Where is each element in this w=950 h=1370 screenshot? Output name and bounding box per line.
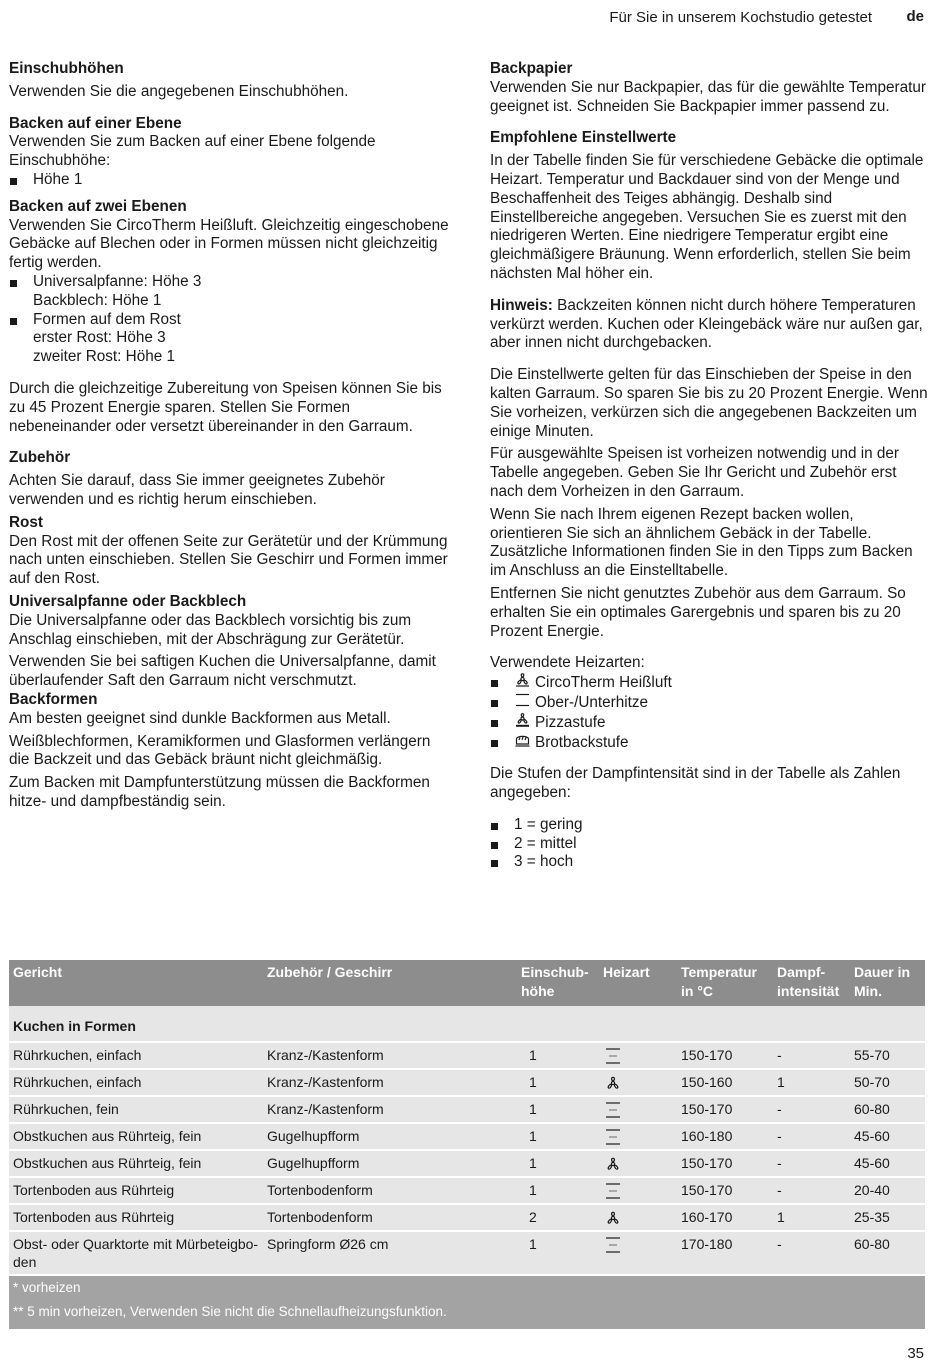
bullet-list bbox=[9, 273, 455, 367]
heizart-label: Pizzastufe bbox=[535, 713, 606, 731]
brotbackstufe-icon bbox=[514, 733, 531, 753]
list-item-text: erster Rost: Höhe 3 bbox=[33, 329, 166, 347]
list-item bbox=[9, 273, 455, 311]
list-item bbox=[9, 311, 455, 367]
einstellwerte-table bbox=[9, 960, 925, 1329]
list-item bbox=[490, 673, 930, 693]
paragraph: Die Universalpfanne oder das Backblech vorsichtig bis zum Anschlag einschieben, mit der Abschrägung zur Gerätetür. bbox=[9, 611, 412, 648]
list-item-text: Universalpfanne: Höhe 3 bbox=[33, 272, 202, 290]
paragraph: Entfernen Sie nicht genutztes Zubehör aus dem Garraum. So erhalten Sie ein optimales Garergebnis und sparen bis zu 20 Prozent Energie. bbox=[490, 584, 906, 640]
paragraph: Achten Sie darauf, dass Sie immer geeignetes Zubehör verwenden und es richtig herum einschieben. bbox=[9, 472, 385, 508]
footnote: ** 5 min vorheizen, Verwenden Sie nicht die Schnellaufheizungsfunktion. bbox=[9, 1300, 925, 1329]
dampfstufen-list bbox=[490, 816, 930, 872]
cell-temperatur: 150-170 bbox=[677, 1042, 773, 1069]
cell-dampfintensitaet: - bbox=[773, 1150, 850, 1177]
cell-einschubhoehe: 1 bbox=[517, 1231, 599, 1275]
cell-zubehoer: Gugelhupfform bbox=[263, 1123, 517, 1150]
ober-unterhitze-icon bbox=[603, 1128, 673, 1146]
list-item-text: 1 = gering bbox=[514, 815, 583, 833]
cell-heizart bbox=[599, 1069, 677, 1096]
heading-eine-ebene: Backen auf einer Ebene bbox=[9, 114, 182, 132]
cell-einschubhoehe: 1 bbox=[517, 1177, 599, 1204]
ober-unterhitze-icon bbox=[603, 1182, 673, 1200]
heading-rost: Rost bbox=[9, 513, 43, 531]
circotherm-icon bbox=[603, 1155, 673, 1173]
heading-backformen: Backformen bbox=[9, 690, 98, 708]
circotherm-icon bbox=[603, 1209, 673, 1227]
heading-backpapier: Backpapier bbox=[490, 60, 573, 77]
cell-dampfintensitaet: - bbox=[773, 1177, 850, 1204]
column-header-dauer: Dauer in Min. bbox=[850, 960, 925, 1006]
column-header-einschubhoehe: Einschub- höhe bbox=[517, 960, 599, 1006]
heading-zwei-ebenen: Backen auf zwei Ebenen bbox=[9, 197, 187, 215]
cell-dauer: 55-70 bbox=[850, 1042, 925, 1069]
table-row bbox=[9, 1204, 925, 1231]
table-row bbox=[9, 1150, 925, 1177]
cell-dampfintensitaet: - bbox=[773, 1096, 850, 1123]
paragraph: Weißblechformen, Keramikformen und Glasformen verlängern die Backzeit und das Gebäck bräunt nicht gleichmäßig. bbox=[9, 732, 431, 769]
paragraph: Die Einstellwerte gelten für das Einschieben der Speise in den kalten Garraum. So sparen Sie bis zu 20 Prozent Energie. Wenn Sie vorheizen, verkürzen sich die angegebenen Backzeiten um einige Minuten. bbox=[490, 366, 928, 440]
paragraph: Durch die gleichzeitige Zubereitung von Speisen können Sie bis zu 45 Prozent Energie sparen. Stellen Sie Formen nebeneinander oder versetzt übereinander in den Garraum. bbox=[9, 379, 442, 435]
cell-temperatur: 150-170 bbox=[677, 1177, 773, 1204]
list-item-text: Backblech: Höhe 1 bbox=[33, 291, 162, 309]
cell-dauer: 25-35 bbox=[850, 1204, 925, 1231]
heading-zubehoer: Zubehör bbox=[9, 449, 71, 467]
list-item bbox=[490, 853, 930, 872]
cell-dauer: 45-60 bbox=[850, 1123, 925, 1150]
cell-dauer: 60-80 bbox=[850, 1231, 925, 1275]
cell-zubehoer: Kranz-/Kastenform bbox=[263, 1069, 517, 1096]
footnote-row bbox=[9, 1275, 925, 1300]
cell-einschubhoehe: 1 bbox=[517, 1150, 599, 1177]
heading-universalpfanne: Universalpfanne oder Backblech bbox=[9, 592, 247, 610]
bullet-list bbox=[9, 171, 455, 190]
cell-gericht: Rührkuchen, einfach bbox=[9, 1042, 263, 1069]
cell-dampfintensitaet: 1 bbox=[773, 1204, 850, 1231]
cell-dauer: 60-80 bbox=[850, 1096, 925, 1123]
circotherm-icon bbox=[514, 673, 531, 693]
page-header bbox=[0, 0, 950, 34]
cell-gericht: Rührkuchen, einfach bbox=[9, 1069, 263, 1096]
cell-einschubhoehe: 1 bbox=[517, 1042, 599, 1069]
cell-gericht: Obstkuchen aus Rührteig, fein bbox=[9, 1123, 263, 1150]
cell-dampfintensitaet: 1 bbox=[773, 1069, 850, 1096]
cell-gericht: Obstkuchen aus Rührteig, fein bbox=[9, 1150, 263, 1177]
cell-heizart bbox=[599, 1042, 677, 1069]
ober-unterhitze-icon bbox=[514, 693, 531, 713]
cell-heizart bbox=[599, 1231, 677, 1275]
footnote: * vorheizen bbox=[9, 1275, 925, 1300]
table-row bbox=[9, 1069, 925, 1096]
paragraph: Verwenden Sie zum Backen auf einer Ebene folgende Einschubhöhe: bbox=[9, 133, 376, 170]
heizart-label: Ober-/Unterhitze bbox=[535, 693, 649, 711]
cell-heizart bbox=[599, 1123, 677, 1150]
section-title: Kuchen in Formen bbox=[9, 1006, 925, 1042]
list-item bbox=[490, 713, 930, 733]
cell-dauer: 20-40 bbox=[850, 1177, 925, 1204]
paragraph: Verwenden Sie CircoTherm Heißluft. Gleichzeitig eingeschobene Gebäcke auf Blechen oder in Formen müssen nicht gleichzeitig fertig werden. bbox=[9, 216, 449, 272]
heizart-label: CircoTherm Heißluft bbox=[535, 674, 672, 692]
cell-einschubhoehe: 1 bbox=[517, 1123, 599, 1150]
paragraph: Den Rost mit der offenen Seite zur Gerätetür und der Krümmung nach unten einschieben. Stellen Sie Geschirr und Formen immer auf den Rost. bbox=[9, 532, 448, 588]
paragraph: In der Tabelle finden Sie für verschiedene Gebäcke die optimale Heizart. Temperatur und Backdauer sind von der Menge und Beschaffenheit des Teiges abhängig. Deshalb sind Einstellbereiche angegeben. Versuchen Sie es zuerst mit den niedrigeren Werten. Eine niedrigere Temperatur ergibt eine gleichmäßigere Bräunung. Wenn erforderlich, stellen Sie beim nächsten Mal höher ein. bbox=[490, 152, 924, 282]
paragraph: Verwenden Sie die angegebenen Einschubhöhen. bbox=[9, 82, 349, 100]
table-row bbox=[9, 1123, 925, 1150]
cell-heizart bbox=[599, 1096, 677, 1123]
paragraph: Für ausgewählte Speisen ist vorheizen notwendig und in der Tabelle angegeben. Geben Sie Ihr Gericht und Zubehör erst nach dem Vorheizen in den Garraum. bbox=[490, 445, 900, 500]
cell-dampfintensitaet: - bbox=[773, 1231, 850, 1275]
paragraph: Wenn Sie nach Ihrem eigenen Rezept backen wollen, orientieren Sie sich an ähnlichem Gebäck in der Tabelle. Zusätzliche Informationen finden Sie in den Tipps zum Backen im Anschluss an die Einstelltabelle. bbox=[490, 505, 913, 580]
paragraph: Am besten geeignet sind dunkle Backformen aus Metall. bbox=[9, 709, 391, 727]
heading-einschubhoehen: Einschubhöhen bbox=[9, 60, 124, 77]
cell-temperatur: 150-170 bbox=[677, 1096, 773, 1123]
hinweis-text: Backzeiten können nicht durch höhere Temperaturen verkürzt werden. Kuchen oder Kleingebäck wäre nur außen gar, aber innen nicht durchgebacken. bbox=[490, 296, 923, 352]
heading-empfohlene-einstellwerte: Empfohlene Einstellwerte bbox=[490, 129, 677, 147]
cell-zubehoer: Kranz-/Kastenform bbox=[263, 1096, 517, 1123]
cell-einschubhoehe: 1 bbox=[517, 1096, 599, 1123]
cell-temperatur: 150-170 bbox=[677, 1150, 773, 1177]
cell-heizart bbox=[599, 1177, 677, 1204]
list-item bbox=[490, 835, 930, 854]
circotherm-icon bbox=[603, 1074, 673, 1092]
list-item bbox=[490, 693, 930, 713]
cell-temperatur: 160-180 bbox=[677, 1123, 773, 1150]
table-row bbox=[9, 1177, 925, 1204]
language-code: de bbox=[906, 8, 924, 25]
paragraph: Verwenden Sie nur Backpapier, das für die gewählte Temperatur geeignet ist. Schneiden Sie Backpapier immer passend zu. bbox=[490, 78, 926, 115]
cell-zubehoer: Gugelhupfform bbox=[263, 1150, 517, 1177]
list-item bbox=[490, 816, 930, 835]
ober-unterhitze-icon bbox=[603, 1236, 673, 1254]
cell-heizart bbox=[599, 1150, 677, 1177]
cell-temperatur: 150-160 bbox=[677, 1069, 773, 1096]
pizzastufe-icon bbox=[514, 713, 531, 733]
hinweis-note bbox=[490, 297, 930, 353]
table-row bbox=[9, 1042, 925, 1069]
column-header-dampfintensitaet: Dampf- intensität bbox=[773, 960, 850, 1006]
ober-unterhitze-icon bbox=[603, 1047, 673, 1065]
footnote-row bbox=[9, 1300, 925, 1329]
list-item-text: 2 = mittel bbox=[514, 834, 577, 852]
table-section-row bbox=[9, 1006, 925, 1042]
header-title: Für Sie in unserem Kochstudio getestet bbox=[609, 9, 872, 26]
column-header-zubehoer: Zubehör / Geschirr bbox=[263, 960, 517, 1006]
paragraph: Die Stufen der Dampfintensität sind in der Tabelle als Zahlen angegeben: bbox=[490, 765, 901, 802]
heizart-label: Brotbackstufe bbox=[535, 733, 629, 751]
cell-zubehoer: Tortenbodenform bbox=[263, 1177, 517, 1204]
cell-temperatur: 170-180 bbox=[677, 1231, 773, 1275]
list-item bbox=[490, 733, 930, 753]
table-row bbox=[9, 1231, 925, 1275]
cell-gericht: Rührkuchen, fein bbox=[9, 1096, 263, 1123]
table-header-row bbox=[9, 960, 925, 1006]
cell-einschubhoehe: 2 bbox=[517, 1204, 599, 1231]
cell-heizart bbox=[599, 1204, 677, 1231]
cell-zubehoer: Kranz-/Kastenform bbox=[263, 1042, 517, 1069]
list-item-text: 3 = hoch bbox=[514, 853, 574, 871]
right-column bbox=[490, 60, 930, 872]
cell-zubehoer: Tortenbodenform bbox=[263, 1204, 517, 1231]
cell-gericht: Tortenboden aus Rührteig bbox=[9, 1204, 263, 1231]
heizarten-list bbox=[490, 673, 930, 752]
list-item-text: Formen auf dem Rost bbox=[33, 310, 181, 328]
hinweis-label: Hinweis: bbox=[490, 296, 553, 314]
column-header-temperatur: Temperatur in °C bbox=[677, 960, 773, 1006]
paragraph: Zum Backen mit Dampfunterstützung müssen die Backformen hitze- und dampfbeständig sein. bbox=[9, 774, 430, 810]
cell-temperatur: 160-170 bbox=[677, 1204, 773, 1231]
ober-unterhitze-icon bbox=[603, 1101, 673, 1119]
list-item-text: zweiter Rost: Höhe 1 bbox=[33, 348, 175, 366]
cell-dampfintensitaet: - bbox=[773, 1123, 850, 1150]
left-column bbox=[9, 60, 455, 812]
cell-dampfintensitaet: - bbox=[773, 1042, 850, 1069]
cell-zubehoer: Springform Ø26 cm bbox=[263, 1231, 517, 1275]
column-header-heizart: Heizart bbox=[599, 960, 677, 1006]
heizarten-intro: Verwendete Heizarten: bbox=[490, 654, 645, 672]
column-header-gericht: Gericht bbox=[9, 960, 263, 1006]
cell-gericht: Tortenboden aus Rührteig bbox=[9, 1177, 263, 1204]
cell-gericht: Obst- oder Quarktorte mit Mürbeteigbo- den bbox=[9, 1231, 263, 1275]
cell-dauer: 50-70 bbox=[850, 1069, 925, 1096]
page-number: 35 bbox=[907, 1345, 924, 1362]
cell-einschubhoehe: 1 bbox=[517, 1069, 599, 1096]
paragraph: Verwenden Sie bei saftigen Kuchen die Universalpfanne, damit überlaufender Saft den Garraum nicht verschmutzt. bbox=[9, 653, 436, 690]
table-row bbox=[9, 1096, 925, 1123]
cell-dauer: 45-60 bbox=[850, 1150, 925, 1177]
list-item bbox=[9, 171, 455, 190]
list-item-text: Höhe 1 bbox=[33, 170, 83, 188]
